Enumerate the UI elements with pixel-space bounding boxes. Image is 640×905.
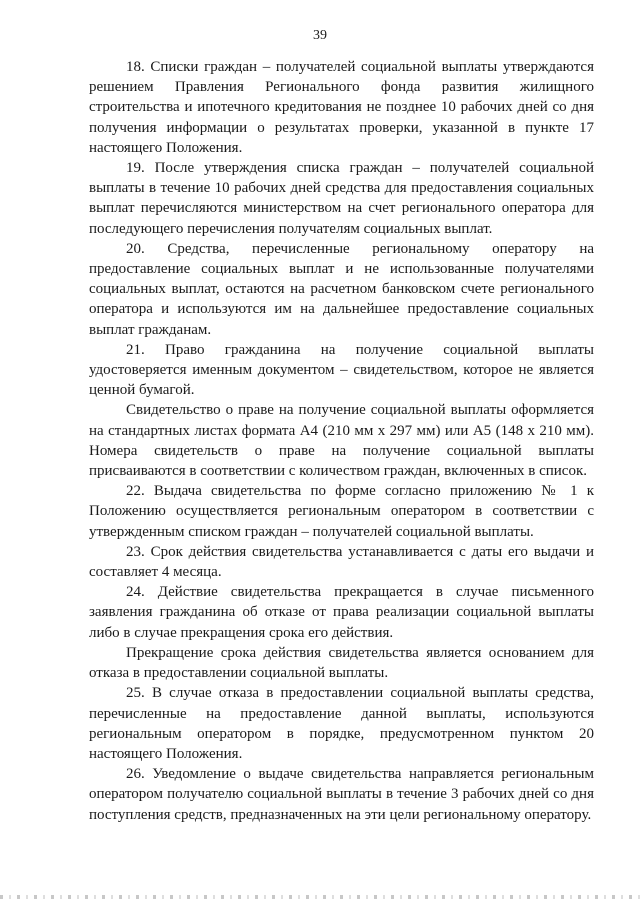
paragraph-certificate-format: Свидетельство о праве на получение социальной выплаты оформляется на стандартных листах формата А4 (210 мм х 297 мм) или А5 (148 х 210 мм). Номера свидетельств о праве на получение социальной выплаты присваиваются в соответствии с количеством граждан, включенных в список. (89, 402, 594, 480)
paragraph-26: 26. Уведомление о выдаче свидетельства направляется региональным оператором получателю социальной выплаты в течение 3 рабочих дней со дня поступления средств, предназначенных на эти цели региональному оператору. (89, 766, 594, 823)
scan-artifact-line (0, 895, 640, 899)
document-body (89, 57, 594, 825)
paragraph-18: 18. Списки граждан – получателей социальной выплаты утверждаются решением Правления Регионального фонда развития жилищного строительства и ипотечного кредитования не позднее 10 рабочих дней со дня получения информации о результатах проверки, указанной в пункте 17 настоящего Положения. (89, 59, 594, 156)
paragraph-19: 19. После утверждения списка граждан – получателей социальной выплаты в течение 10 рабочих дней средства для предоставления социальных выплат перечисляются министерством на счет регионального оператора для последующего перечисления получателям социальных выплат. (89, 160, 594, 237)
paragraph-22: 22. Выдача свидетельства по форме согласно приложению № 1 к Положению осуществляется региональным оператором в соответствии с утвержденным списком граждан – получателей социальной выплаты. (89, 483, 594, 540)
paragraph-20: 20. Средства, перечисленные региональному оператору на предоставление социальных выплат и не использованные получателями социальных выплат, остаются на расчетном банковском счете регионального оператора и используются им на дальнейшее предоставление социальных выплат гражданам. (89, 240, 594, 338)
paragraph-21: 21. Право гражданина на получение социальной выплаты удостоверяется именным документом – свидетельством, которое не является ценной бумагой. (89, 341, 594, 399)
paragraph-25: 25. В случае отказа в предоставлении социальной выплаты средства, перечисленные на предоставление данной выплаты, используются региональным оператором в порядке, предусмотренном пунктом 20 настоящего Положения. (89, 685, 594, 762)
paragraph-24: 24. Действие свидетельства прекращается в случае письменного заявления гражданина об отказе от права реализации социальной выплаты либо в случае прекращения срока его действия. (89, 584, 594, 641)
page-number: 39 (313, 28, 327, 43)
paragraph-termination: Прекращение срока действия свидетельства является основанием для отказа в предоставлении социальной выплаты. (89, 644, 594, 682)
paragraph-23: 23. Срок действия свидетельства устанавливается с даты его выдачи и составляет 4 месяца. (89, 543, 594, 581)
